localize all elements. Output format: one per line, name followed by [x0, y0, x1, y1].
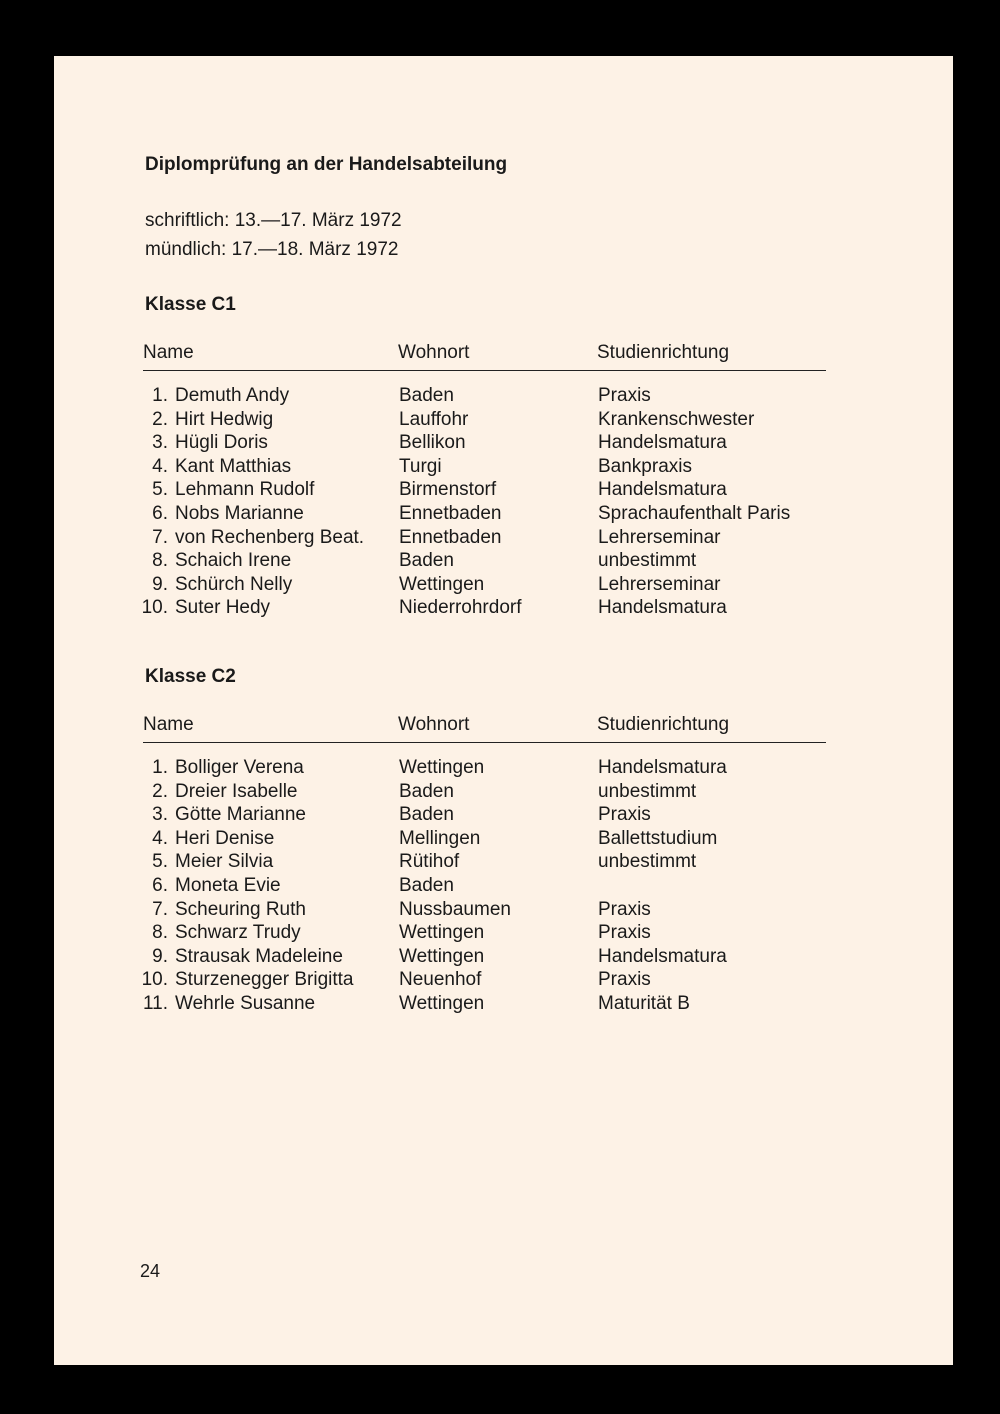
row-number: 5.: [152, 851, 168, 873]
student-name: Meier Silvia: [175, 851, 274, 873]
row-number: 10.: [141, 969, 168, 991]
student-wohnort: Rütihof: [399, 851, 460, 873]
table-row: [140, 384, 840, 408]
student-wohnort: Baden: [399, 874, 454, 896]
column-header-studienrichtung: Studienrichtung: [597, 342, 730, 363]
student-name: Hirt Hedwig: [175, 408, 274, 430]
table-row: [140, 780, 840, 804]
table-row: [140, 756, 840, 780]
exam-dates: [145, 206, 402, 264]
row-number: 3.: [152, 804, 168, 826]
student-name: Scheuring Ruth: [175, 898, 306, 920]
table-row: [140, 898, 840, 922]
row-number: 5.: [152, 479, 168, 501]
student-studienrichtung: Ballettstudium: [598, 827, 718, 849]
student-wohnort: Baden: [399, 385, 454, 406]
student-studienrichtung: Lehrerseminar: [598, 573, 721, 595]
row-number: 11.: [142, 992, 168, 1014]
student-wohnort: Ennetbaden: [399, 502, 502, 524]
table-row: [140, 992, 840, 1016]
row-number: 2.: [152, 408, 168, 430]
student-name: Nobs Marianne: [175, 502, 304, 524]
student-wohnort: Bellikon: [399, 432, 466, 454]
table-row: [140, 921, 840, 945]
student-studienrichtung: Sprachaufenthalt Paris: [598, 502, 791, 524]
table-row: [140, 803, 840, 827]
student-name: Suter Hedy: [175, 597, 271, 619]
student-wohnort: Wettingen: [399, 922, 485, 944]
table-row: [140, 502, 840, 526]
column-header-name: Name: [143, 342, 194, 363]
student-studienrichtung: unbestimmt: [598, 550, 697, 572]
row-number: 6.: [152, 874, 168, 896]
student-wohnort: Wettingen: [399, 757, 485, 778]
student-studienrichtung: Handelsmatura: [598, 432, 727, 454]
table-row: [140, 827, 840, 851]
student-name: Bolliger Verena: [175, 757, 304, 778]
student-name: Dreier Isabelle: [175, 780, 298, 802]
row-number: 7.: [152, 526, 168, 548]
oral-exam-date: mündlich: 17.—18. März 1972: [145, 239, 399, 260]
row-number: 10.: [141, 597, 168, 619]
student-studienrichtung: unbestimmt: [598, 851, 697, 873]
class-c2-title: Klasse C2: [145, 666, 236, 687]
class-c1-title: Klasse C1: [145, 294, 236, 315]
table-row: [140, 431, 840, 455]
table-row: [140, 850, 840, 874]
student-name: Götte Marianne: [175, 804, 306, 826]
student-wohnort: Niederrohrdorf: [399, 597, 522, 619]
row-number: 9.: [152, 945, 168, 967]
student-wohnort: Lauffohr: [399, 408, 469, 430]
student-studienrichtung: Praxis: [598, 898, 651, 920]
row-number: 3.: [152, 432, 168, 454]
row-number: 1.: [152, 757, 168, 778]
student-name: Schaich Irene: [175, 550, 292, 572]
student-name: Heri Denise: [175, 827, 275, 849]
written-exam-date: schriftlich: 13.—17. März 1972: [145, 210, 402, 231]
row-number: 9.: [152, 573, 168, 595]
class-c1-table-header: [143, 342, 826, 371]
student-wohnort: Baden: [399, 780, 454, 802]
student-studienrichtung: Praxis: [598, 385, 651, 406]
page-number: 24: [140, 1261, 161, 1281]
column-header-name: Name: [143, 714, 194, 735]
row-number: 4.: [152, 827, 168, 849]
student-wohnort: Neuenhof: [399, 969, 482, 991]
student-wohnort: Birmenstorf: [399, 479, 497, 501]
student-studienrichtung: Handelsmatura: [598, 597, 727, 619]
student-studienrichtung: Praxis: [598, 969, 651, 991]
table-row: [140, 874, 840, 898]
student-studienrichtung: unbestimmt: [598, 780, 697, 802]
table-row: [140, 478, 840, 502]
table-row: [140, 549, 840, 573]
student-name: Strausak Madeleine: [175, 945, 343, 967]
student-name: von Rechenberg Beat.: [175, 526, 365, 548]
student-studienrichtung: Maturität B: [598, 992, 690, 1014]
student-studienrichtung: Handelsmatura: [598, 479, 727, 501]
student-wohnort: Wettingen: [399, 992, 485, 1014]
column-header-studienrichtung: Studienrichtung: [597, 714, 730, 735]
table-row: [140, 408, 840, 432]
row-number: 8.: [152, 922, 168, 944]
student-name: Sturzenegger Brigitta: [175, 969, 354, 991]
page-heading: Diplomprüfung an der Handelsabteilung: [145, 154, 508, 175]
student-name: Schwarz Trudy: [175, 922, 301, 944]
student-wohnort: Wettingen: [399, 945, 485, 967]
student-name: Kant Matthias: [175, 455, 292, 477]
student-studienrichtung: Lehrerseminar: [598, 526, 721, 548]
table-row: [140, 526, 840, 550]
document-page: [54, 56, 953, 1365]
student-wohnort: Baden: [399, 550, 454, 572]
student-name: Moneta Evie: [175, 874, 281, 896]
student-wohnort: Nussbaumen: [399, 898, 511, 920]
student-name: Demuth Andy: [175, 385, 290, 406]
student-studienrichtung: Handelsmatura: [598, 945, 727, 967]
table-row: [140, 968, 840, 992]
student-name: Lehmann Rudolf: [175, 479, 315, 501]
row-number: 2.: [152, 780, 168, 802]
student-studienrichtung: Handelsmatura: [598, 757, 727, 778]
student-studienrichtung: Bankpraxis: [598, 455, 692, 477]
table-row: [140, 573, 840, 597]
student-wohnort: Mellingen: [399, 827, 481, 849]
student-studienrichtung: Praxis: [598, 922, 651, 944]
row-number: 6.: [152, 502, 168, 524]
class-c1-table-body: [140, 384, 840, 620]
row-number: 1.: [152, 385, 168, 406]
student-name: Hügli Doris: [175, 432, 268, 454]
column-header-wohnort: Wohnort: [398, 714, 470, 735]
row-number: 8.: [152, 550, 168, 572]
student-name: Wehrle Susanne: [175, 992, 316, 1014]
column-header-wohnort: Wohnort: [398, 342, 470, 363]
table-row: [140, 945, 840, 969]
row-number: 4.: [152, 455, 168, 477]
class-c2-table-body: [140, 756, 840, 1016]
student-studienrichtung: Praxis: [598, 804, 651, 826]
student-wohnort: Wettingen: [399, 573, 485, 595]
row-number: 7.: [152, 898, 168, 920]
table-row: [140, 455, 840, 479]
student-wohnort: Baden: [399, 804, 454, 826]
student-wohnort: Turgi: [399, 455, 442, 477]
student-wohnort: Ennetbaden: [399, 526, 502, 548]
class-c2-table-header: [143, 714, 826, 743]
student-studienrichtung: Krankenschwester: [598, 408, 755, 430]
table-row: [140, 596, 840, 620]
student-name: Schürch Nelly: [175, 573, 293, 595]
